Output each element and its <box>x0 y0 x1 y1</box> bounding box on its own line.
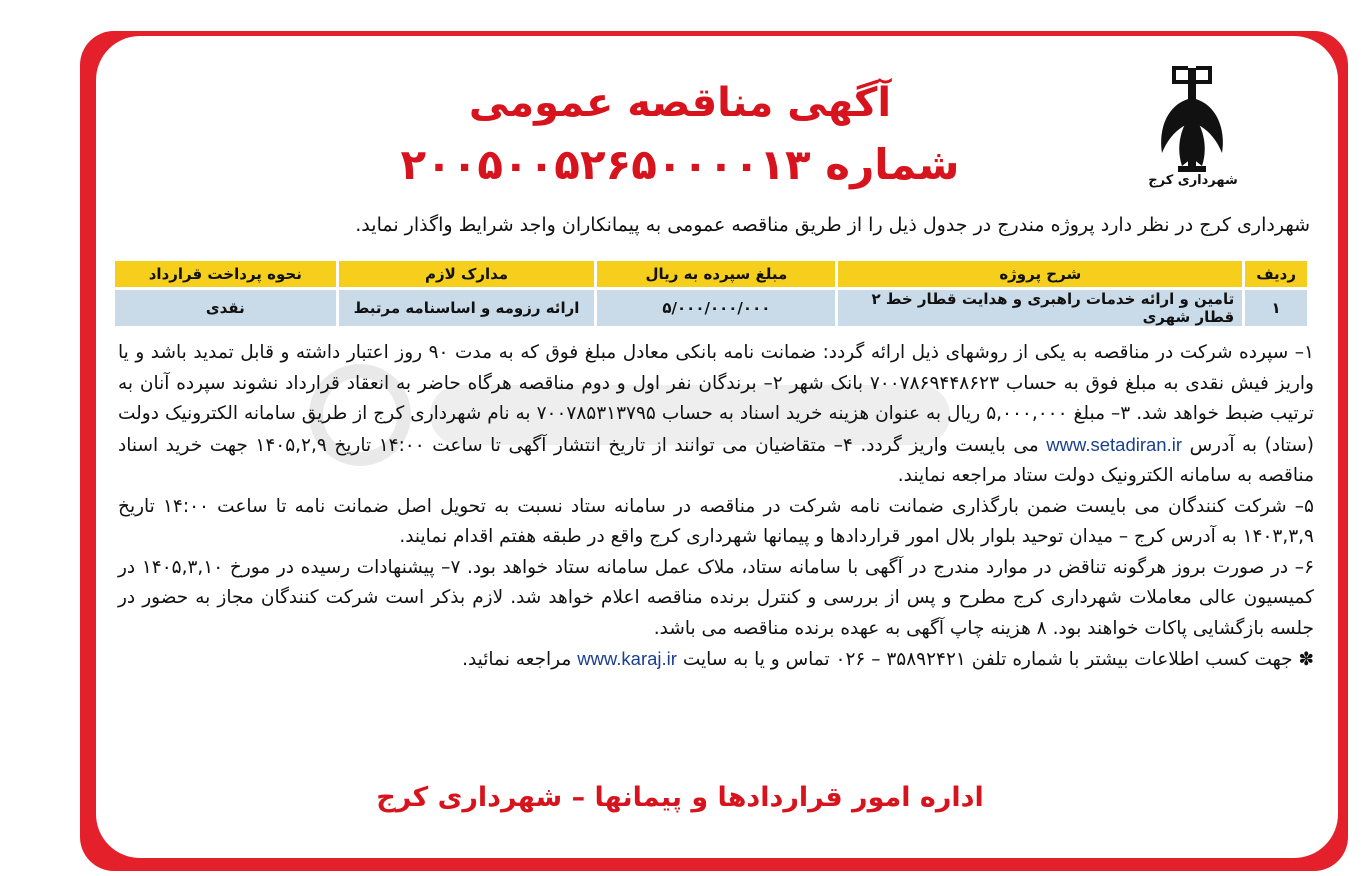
logo-caption: شهرداری کرج <box>1148 173 1238 188</box>
paragraph-contact <box>118 644 1314 676</box>
paragraph-conditions-2: ۵– شرکت کنندگان می بایست ضمن بارگذاری ضمانت نامه شرکت در مناقصه در سامانه ستاد نسبت به تحویل اصل ضمانت نامه تا ساعت ۱۴:۰۰ تاریخ ۱۴۰۳,۳,۹ به آدرس کرج – میدان توحید بلوار بلال امور قراردادها و پیمانها شهرداری کرج واقع در طبقه هفتم اقدام نمایند. <box>118 495 1314 547</box>
header-description: شرح پروژه <box>838 261 1242 287</box>
setad-link[interactable]: www.setadiran.ir <box>1046 433 1182 455</box>
cell-required-documents: ارائه رزومه و اساسنامه مرتبط <box>339 290 595 326</box>
cell-payment-method: نقدی <box>115 290 336 326</box>
conditions-text-2: می بایست واریز گردد. ۴– متقاضیان می توانند از تاریخ انتشار آگهی تا ساعت ۱۴:۰۰ تاریخ ۱۴۰۵,۲,۹ جهت خرید اسناد مناقصه به سامانه الکترونیک دولت ستاد مراجعه نمایند. <box>118 434 1314 486</box>
cell-row-number: ۱ <box>1245 290 1307 326</box>
table-header-row <box>115 261 1307 287</box>
header-row-number: ردیف <box>1245 261 1307 287</box>
projects-table <box>112 258 1310 329</box>
conditions-text-1: ۱– سپرده شرکت در مناقصه به یکی از روشهای ذیل ارائه گردد: ضمانت نامه بانکی معادل مبلغ فوق که به مدت ۹۰ روز اعتبار داشته و قابل تمدید باشد و یا واریز فیش نقدی به مبلغ فوق به حساب ۷۰۰۷۸۶۹۴۴۸۶۲۳ بانک شهر ۲– برندگان نفر اول و دوم مناقصه هرگاه حاضر به انعقاد قرارداد نشوند سپرده آنان به ترتیب ضبط خواهد شد. ۳– مبلغ ۵,۰۰۰,۰۰۰ ریال به عنوان هزینه خرید اسناد به حساب ۷۰۰۷۸۵۳۱۳۷۹۵ به نام شهرداری کرج از طریق سامانه الکترونیک دولت (ستاد) به آدرس <box>118 342 1315 456</box>
footer-signature: اداره امور قراردادها و پیمانها – شهرداری کرج <box>376 782 984 813</box>
cell-description: تامین و ارائه خدمات راهبری و هدایت قطار خط ۲ قطار شهری <box>838 290 1242 326</box>
table-row <box>115 290 1307 326</box>
header-payment-method: نحوه پرداخت قرارداد <box>115 261 336 287</box>
contact-text-1: ✽ جهت کسب اطلاعات بیشتر با شماره تلفن ۳۵۸۹۲۴۲۱ – ۰۲۶ تماس و یا به سایت <box>682 649 1314 670</box>
header-deposit-amount: مبلغ سپرده به ریال <box>597 261 835 287</box>
notice-body <box>118 338 1314 676</box>
intro-text: شهرداری کرج در نظر دارد پروژه مندرج در جدول ذیل را از طریق مناقصه عمومی به پیمانکاران واجد شرایط واگذار نماید. <box>355 214 1310 236</box>
notice-title: آگهی مناقصه عمومی <box>468 80 892 126</box>
paragraph-conditions-1 <box>118 338 1314 492</box>
contact-text-2: مراجعه نمائید. <box>462 649 572 670</box>
cell-deposit-amount: ۵/۰۰۰/۰۰۰/۰۰۰ <box>597 290 835 326</box>
notice-number: شماره ۲۰۰۵۰۰۵۲۶۵۰۰۰۰۱۳ <box>400 140 960 189</box>
header-required-documents: مدارک لازم <box>339 261 595 287</box>
karaj-link[interactable]: www.karaj.ir <box>577 648 677 669</box>
paragraph-conditions-3: ۶– در صورت بروز هرگونه تناقض در موارد مندرج در آگهی با سامانه ستاد، ملاک عمل سامانه ستاد خواهد بود. ۷– پیشنهادات رسیده در مورخ ۱۴۰۵,۳,۱۰ در کمیسیون عالی معاملات شهرداری کرج مطرح و پس از بررسی و کنترل برنده مناقصه اعلام خواهد شد. لازم بذکر است شرکت کنندگان مجاز به حضور در جلسه بازگشایی پاکات خواهند بود. ۸ هزینه چاپ آگهی به عهده برنده مناقصه می باشد. <box>118 556 1314 639</box>
